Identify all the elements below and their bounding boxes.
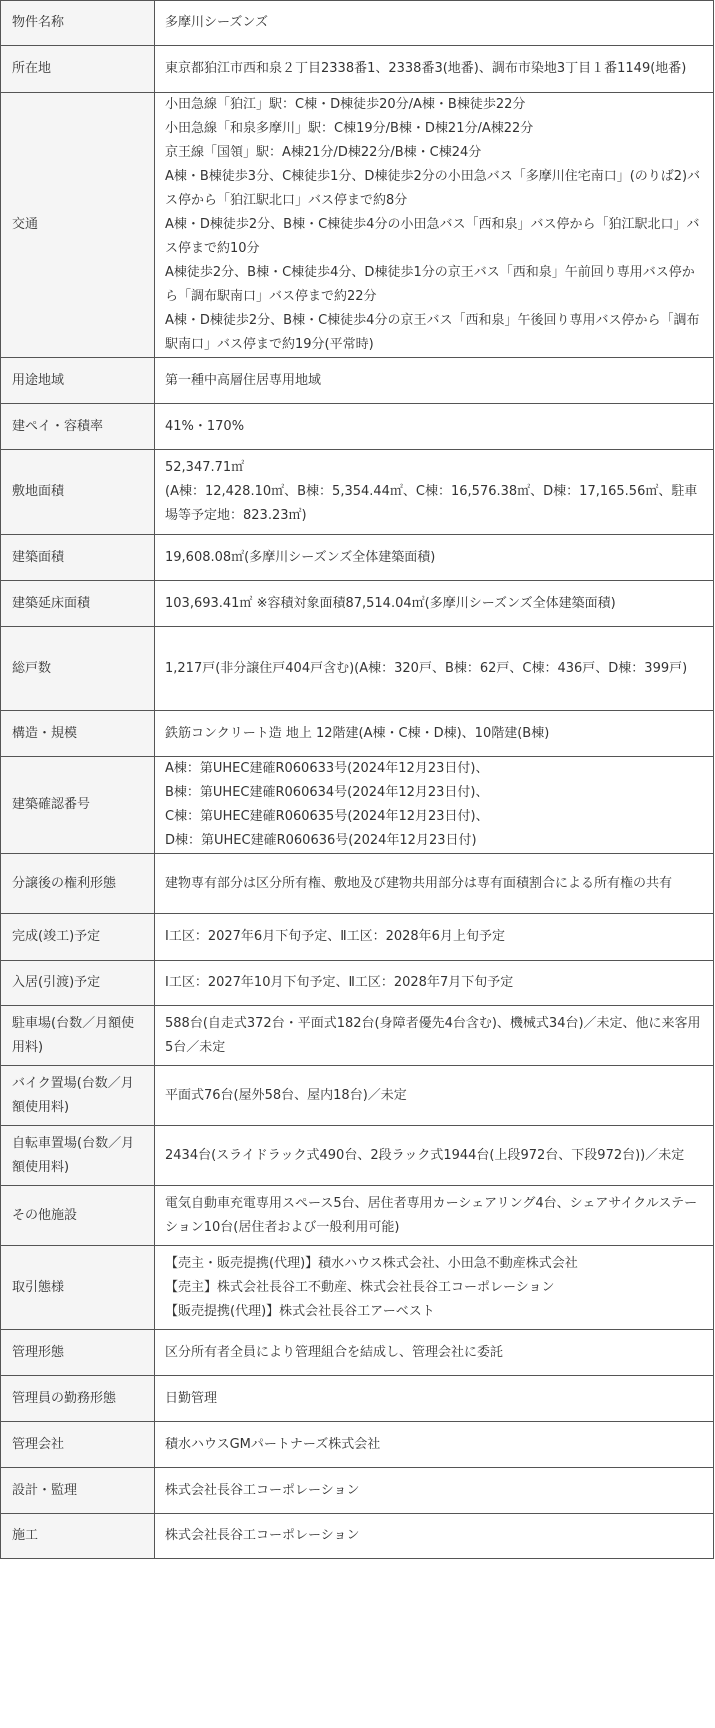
spec-row [1, 1, 714, 46]
spec-value [155, 1468, 714, 1514]
spec-value [155, 1186, 714, 1246]
spec-value [155, 404, 714, 450]
spec-value [155, 711, 714, 757]
spec-value [155, 961, 714, 1006]
spec-value-line: (A棟：12,428.10㎡、B棟：5,354.44㎡、C棟：16,576.38㎡、D棟：17,165.56㎡、駐車場等予定地：823.23㎡) [165, 484, 698, 523]
spec-row [1, 1376, 714, 1422]
spec-label: 敷地面積 [1, 450, 155, 535]
spec-value-line: 日勤管理 [165, 1390, 218, 1406]
spec-label: 管理形態 [1, 1330, 155, 1376]
spec-value-line: 第一種中高層住居専用地域 [165, 372, 322, 388]
spec-value [155, 914, 714, 961]
spec-row [1, 1468, 714, 1514]
spec-label: 建築面積 [1, 535, 155, 581]
spec-value [155, 757, 714, 854]
spec-label: 物件名称 [1, 1, 155, 46]
spec-label: 分譲後の権利形態 [1, 854, 155, 914]
spec-label: 構造・規模 [1, 711, 155, 757]
spec-label: 交通 [1, 93, 155, 358]
spec-value-line: 19,608.08㎡(多摩川シーズンズ全体建築面積) [165, 549, 436, 565]
spec-value [155, 1126, 714, 1186]
spec-label: 総戸数 [1, 627, 155, 711]
spec-value-line: A棟・B棟徒歩3分、C棟徒歩1分、D棟徒歩2分の小田急バス「多摩川住宅南口」(のりば2)バス停から「狛江駅北口」バス停まで約8分 [165, 169, 701, 208]
spec-value-line: A棟・D棟徒歩2分、B棟・C棟徒歩4分の小田急バス「西和泉」バス停から「狛江駅北口」バス停まで約10分 [165, 217, 700, 256]
spec-value-line: 建物専有部分は区分所有権、敷地及び建物共用部分は専有面積割合による所有権の共有 [165, 875, 673, 891]
spec-value-line: 積水ハウスGMパートナーズ株式会社 [165, 1436, 381, 1452]
spec-value [155, 1246, 714, 1330]
spec-label: その他施設 [1, 1186, 155, 1246]
spec-value [155, 1514, 714, 1559]
spec-label: 用途地域 [1, 358, 155, 404]
spec-value [155, 535, 714, 581]
spec-value-line: 103,693.41㎡ ※容積対象面積87,514.04㎡(多摩川シーズンズ全体建築面積) [165, 595, 616, 611]
spec-value-line: 電気自動車充電専用スペース5台、居住者専用カーシェアリング4台、シェアサイクルステーション10台(居住者および一般利用可能) [165, 1195, 698, 1235]
spec-value-line: D棟：第UHEC建確R060636号(2024年12月23日付) [165, 833, 477, 848]
spec-value-line: 【売主】株式会社長谷工不動産、株式会社長谷工コーポレーション [165, 1279, 555, 1295]
spec-row [1, 46, 714, 93]
spec-label: 管理員の勤務形態 [1, 1376, 155, 1422]
spec-label: 建ペイ・容積率 [1, 404, 155, 450]
spec-row [1, 1186, 714, 1246]
spec-label: 取引態様 [1, 1246, 155, 1330]
spec-value-line: 多摩川シーズンズ [165, 15, 268, 30]
spec-value-line: 小田急線「和泉多摩川」駅：C棟19分/B棟・D棟21分/A棟22分 [165, 121, 534, 136]
spec-label: 自転車置場(台数／月額使用料) [1, 1126, 155, 1186]
spec-row [1, 1066, 714, 1126]
spec-value-line: Ⅰ工区：2027年6月下旬予定、Ⅱ工区：2028年6月上旬予定 [165, 929, 505, 944]
spec-row [1, 1246, 714, 1330]
spec-value-line: A棟・D棟徒歩2分、B棟・C棟徒歩4分の京王バス「西和泉」午後回り専用バス停から「調布駅南口」バス停まで約19分(平常時) [165, 313, 700, 352]
spec-value [155, 358, 714, 404]
spec-value-line: 株式会社長谷工コーポレーション [165, 1528, 360, 1543]
spec-value [155, 627, 714, 711]
spec-value [155, 1, 714, 46]
spec-row [1, 914, 714, 961]
spec-table-body [1, 1, 714, 1559]
spec-value-line: 株式会社長谷工コーポレーション [165, 1482, 360, 1498]
spec-value-line: A棟：第UHEC建確R060633号(2024年12月23日付)、 [165, 761, 489, 776]
spec-row [1, 535, 714, 581]
spec-label: 管理会社 [1, 1422, 155, 1468]
spec-row [1, 1422, 714, 1468]
spec-value [155, 1376, 714, 1422]
spec-row [1, 1126, 714, 1186]
spec-value-line: 41%・170% [165, 418, 245, 434]
spec-label: 完成(竣工)予定 [1, 914, 155, 961]
spec-value-line: C棟：第UHEC建確R060635号(2024年12月23日付)、 [165, 809, 489, 824]
spec-value-line: 52,347.71㎡ [165, 460, 245, 475]
spec-row [1, 358, 714, 404]
spec-row [1, 404, 714, 450]
spec-row [1, 1514, 714, 1559]
spec-row [1, 961, 714, 1006]
spec-value [155, 46, 714, 93]
spec-label: バイク置場(台数／月額使用料) [1, 1066, 155, 1126]
spec-value [155, 854, 714, 914]
spec-value-line: B棟：第UHEC建確R060634号(2024年12月23日付)、 [165, 785, 489, 800]
spec-value-line: 588台(自走式372台・平面式182台(身障者優先4台含む)、機械式34台)／未定、他に来客用5台／未定 [165, 1015, 701, 1055]
spec-value-line: 1,217戸(非分譲住戸404戸含む)(A棟：320戸、B棟：62戸、C棟：436戸、D棟：399戸) [165, 660, 688, 676]
spec-row [1, 93, 714, 358]
spec-value-line: 京王線「国領」駅：A棟21分/D棟22分/B棟・C棟24分 [165, 145, 482, 160]
spec-label: 設計・監理 [1, 1468, 155, 1514]
spec-value [155, 1422, 714, 1468]
spec-value-line: 【売主・販売提携(代理)】積水ハウス株式会社、小田急不動産株式会社 [165, 1255, 578, 1271]
spec-value-line: 東京都狛江市西和泉２丁目2338番1、2338番3(地番)、調布市染地3丁目１番1149(地番) [165, 61, 687, 76]
spec-label: 建築確認番号 [1, 757, 155, 854]
spec-value-line: 小田急線「狛江」駅：C棟・D棟徒歩20分/A棟・B棟徒歩22分 [165, 97, 526, 112]
spec-value-line: Ⅰ工区：2027年10月下旬予定、Ⅱ工区：2028年7月下旬予定 [165, 975, 514, 990]
spec-value-line: 【販売提携(代理)】株式会社長谷工アーベスト [165, 1303, 435, 1319]
spec-label: 入居(引渡)予定 [1, 961, 155, 1006]
spec-value-line: A棟徒歩2分、B棟・C棟徒歩4分、D棟徒歩1分の京王バス「西和泉」午前回り専用バス停から「調布駅南口」バス停まで約22分 [165, 265, 695, 304]
spec-label: 駐車場(台数／月額使用料) [1, 1006, 155, 1066]
spec-row [1, 450, 714, 535]
spec-value-line: 区分所有者全員により管理組合を結成し、管理会社に委託 [165, 1344, 504, 1360]
spec-row [1, 1330, 714, 1376]
spec-label: 建築延床面積 [1, 581, 155, 627]
spec-label: 施工 [1, 1514, 155, 1559]
spec-value-line: 平面式76台(屋外58台、屋内18台)／未定 [165, 1087, 407, 1103]
spec-value [155, 93, 714, 358]
spec-label: 所在地 [1, 46, 155, 93]
spec-row [1, 581, 714, 627]
spec-row [1, 854, 714, 914]
spec-value [155, 450, 714, 535]
spec-value [155, 1006, 714, 1066]
spec-value [155, 581, 714, 627]
spec-row [1, 711, 714, 757]
spec-row [1, 627, 714, 711]
spec-value [155, 1066, 714, 1126]
spec-row [1, 1006, 714, 1066]
spec-value-line: 鉄筋コンクリート造 地上 12階建(A棟・C棟・D棟)、10階建(B棟) [165, 725, 550, 741]
spec-row [1, 757, 714, 854]
spec-value [155, 1330, 714, 1376]
spec-value-line: 2434台(スライドラック式490台、2段ラック式1944台(上段972台、下段972台))／未定 [165, 1147, 685, 1163]
